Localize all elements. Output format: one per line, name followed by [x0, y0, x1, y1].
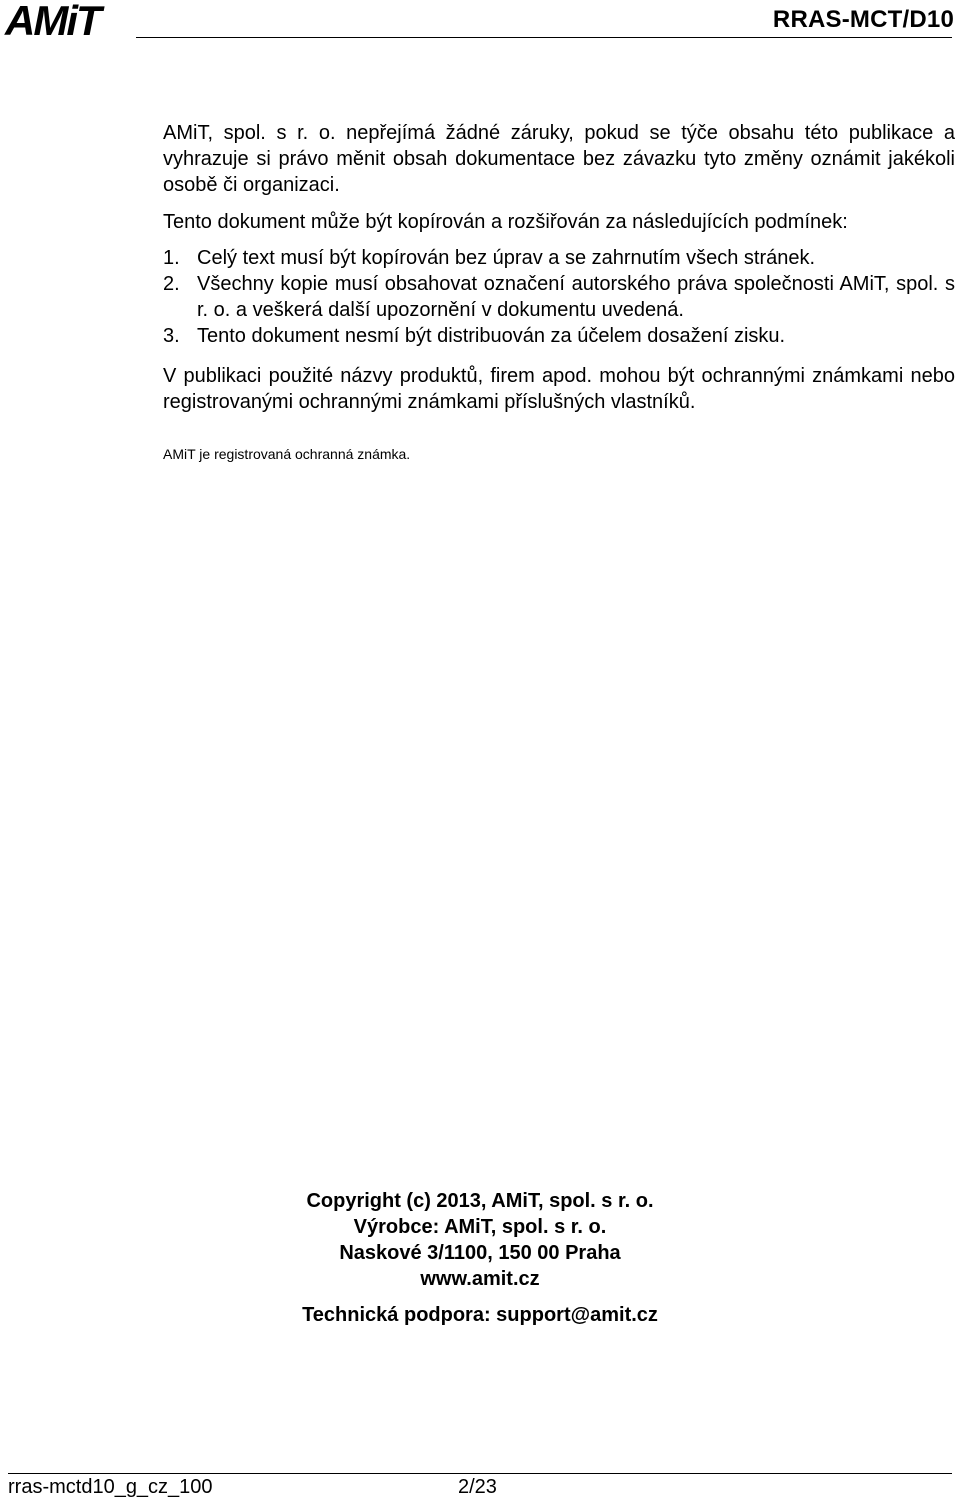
amit-logo [4, 0, 136, 40]
copyright-line: Copyright (c) 2013, AMiT, spol. s r. o. [306, 1190, 654, 1212]
list-item [163, 271, 955, 323]
address-line: Naskové 3/1100, 150 00 Praha [339, 1242, 621, 1264]
list-item-number: 2. [163, 273, 180, 295]
header-rule [136, 37, 952, 38]
trademarks-paragraph: V publikaci použité názvy produktů, firem apod. mohou být ochrannými známkami nebo registrovanými ochrannými známkami příslušných vlastníků. [163, 365, 955, 413]
support-line[interactable]: Technická podpora: support@amit.cz [302, 1304, 658, 1326]
list-item-text: Tento dokument nesmí být distribuován za účelem dosažení zisku. [197, 325, 786, 347]
list-item [163, 245, 955, 271]
footer-document-id: rras-mctd10_g_cz_100 [8, 1476, 213, 1498]
contact-block [0, 1188, 960, 1328]
copy-conditions-list [163, 245, 955, 349]
trademark-note: AMiT je registrovaná ochranná známka. [163, 446, 411, 462]
list-item-number: 1. [163, 247, 180, 269]
list-item-text: Všechny kopie musí obsahovat označení autorského práva společnosti AMiT, spol. s r. o. a veškerá další upozornění v dokumentu uvedená. [197, 273, 955, 321]
website-link[interactable]: www.amit.cz [420, 1268, 540, 1290]
svg-text:AMiT: AMiT [5, 0, 100, 40]
list-item [163, 323, 955, 349]
list-item-text: Celý text musí být kopírován bez úprav a se zahrnutím všech stránek. [197, 247, 816, 269]
legal-notice [163, 120, 955, 463]
footer-rule [8, 1473, 952, 1474]
document-code: RRAS-MCT/D10 [772, 6, 954, 33]
manufacturer-line: Výrobce: AMiT, spol. s r. o. [353, 1216, 607, 1238]
page-header [0, 0, 960, 44]
copy-conditions-intro: Tento dokument může být kopírován a rozšiřován za následujících podmínek: [163, 211, 848, 233]
list-item-number: 3. [163, 325, 180, 347]
disclaimer-paragraph: AMiT, spol. s r. o. nepřejímá žádné záruky, pokud se týče obsahu této publikace a vyhrazuje si právo měnit obsah dokumentace bez závazku tyto změny oznámit jakékoli osobě či organizaci. [163, 122, 955, 196]
footer-page-number: 2/23 [458, 1476, 497, 1498]
